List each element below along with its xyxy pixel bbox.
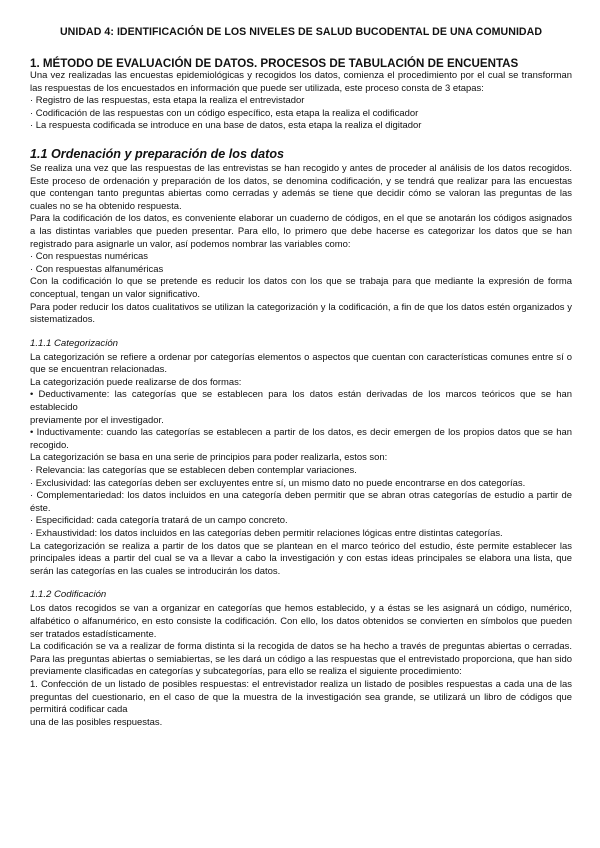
list-item: · La respuesta codificada se introduce en una base de datos, esta etapa la realiza el digitador (30, 120, 422, 132)
section-1-1-1-heading: 1.1.1 Categorización (30, 337, 118, 349)
paragraph: una de las posibles respuestas. (30, 716, 163, 728)
list-item: · Especificidad: cada categoría tratará de un campo concreto. (30, 515, 288, 527)
document-page (30, 26, 572, 729)
list-item: previamente por el investigador. (30, 414, 164, 426)
list-item: · Con respuestas alfanuméricas (30, 263, 164, 275)
list-item: · Codificación de las respuestas con un código específico, esta etapa la realiza el codificador (30, 107, 419, 119)
list-item: • Deductivamente: las categorías que se establecen para los datos están derivadas de los marcos teóricos que se han establecido (30, 389, 572, 414)
paragraph: La categorización puede realizarse de dos formas: (30, 376, 242, 388)
paragraph: Se realiza una vez que las respuestas de las entrevistas se han recogido y antes de proceder al análisis de los datos recogidos. Este proceso de ordenación y preparación de los datos, se denomina codificación, y se tendrá que realizar para las encuestas que contengan tanto preguntas abiertas como cerradas y además se tiene que decidir cómo se valoran las preguntas de las cuales no se ha obtenido respuesta. (30, 162, 572, 212)
document-title: UNIDAD 4: IDENTIFICACIÓN DE LOS NIVELES DE SALUD BUCODENTAL DE UNA COMUNIDAD (59, 26, 543, 38)
paragraph: Los datos recogidos se van a organizar en categorías que hemos establecido, y a éstas se les asignará un código, numérico, alfabético o alfanumérico, en esto consiste la codificación. Con ello, los datos obtenidos se convierten en símbolos que pueden ser tratados estadísticamente. (30, 603, 572, 640)
paragraph: La categorización se realiza a partir de los datos que se plantean en el marco teórico del estudio, éste permite establecer las principales ideas a partir del cual se va a llevar a cabo la investigación y con estas ideas principales se elabora una lista, que serán las categorías en las cuales se introducirán los datos. (30, 540, 572, 577)
paragraph: 1. Confección de un listado de posibles respuestas: el entrevistador realiza un listado de posibles respuestas a cada una de las preguntas del cuestionario, en el caso de que la muestra de la investigación sea grande, se utilizará un libro de códigos que permitirá codificar cada (30, 678, 572, 716)
list-item: • Inductivamente: cuando las categorías se establecen a partir de los datos, es decir emergen de los propios datos que se han recogido. (30, 427, 572, 451)
list-item: · Con respuestas numéricas (30, 251, 149, 263)
section-1-1-heading: 1.1 Ordenación y preparación de los datos (30, 146, 285, 161)
list-item: · Exhaustividad: los datos incluidos en las categorías deben permitir relaciones lógicas entre distintas categorías. (30, 528, 503, 539)
paragraph: La codificación se va a realizar de forma distinta si la recogida de datos se ha hecho a través de preguntas abiertas o cerradas. Para las preguntas abiertas o semiabiertas, se les dará un código a las respuestas que el entrevistado proporciona, que han sido previamente clasificadas en categorías y subcategorías, para ello se realiza el siguiente procedimiento: (30, 641, 572, 678)
paragraph: Para poder reducir los datos cualitativos se utilizan la categorización y la codificación, a fin de que los datos estén organizados y sistematizados. (30, 301, 572, 326)
section-1-heading: 1. MÉTODO DE EVALUACIÓN DE DATOS. PROCESOS DE TABULACIÓN DE ENCUENTAS (30, 57, 519, 70)
list-item: · Exclusividad: las categorías deben ser excluyentes entre sí, un mismo dato no puede encontrarse en dos categorías. (30, 477, 526, 489)
paragraph: Para la codificación de los datos, es conveniente elaborar un cuaderno de códigos, en el que se anotarán los códigos asignados a las distintas variables que pueden presentar. Para ello, lo primero que debe hacerse es categorizar los datos que se han registrado para asignarle un valor, así podemos nombrar las variables como: (30, 213, 572, 250)
list-item: · Registro de las respuestas, esta etapa la realiza el entrevistador (30, 95, 305, 107)
list-item: · Relevancia: las categorías que se establecen deben contemplar variaciones. (30, 465, 357, 477)
list-item: · Complementariedad: los datos incluidos en una categoría deben permitir que se abran otras categorías de estudio a partir de éste. (30, 490, 572, 514)
section-1-1-2-heading: 1.1.2 Codificación (30, 589, 107, 601)
section-1-intro: Una vez realizadas las encuestas epidemiológicas y recogidos los datos, comienza el procedimiento por el cual se transforman las respuestas de los encuestados en información que puede ser utilizada, este proceso consta de 3 etapas: (30, 70, 572, 94)
paragraph: La categorización se basa en una serie de principios para poder realizarla, estos son: (30, 452, 388, 464)
paragraph: Con la codificación lo que se pretende es reducir los datos con los que se trabaja para que mediante la expresión de forma conceptual, tengan un valor significativo. (30, 276, 572, 300)
paragraph: La categorización se refiere a ordenar por categorías elementos o aspectos que cuentan con características comunes entre sí o que se encuentran relacionadas. (30, 351, 572, 376)
